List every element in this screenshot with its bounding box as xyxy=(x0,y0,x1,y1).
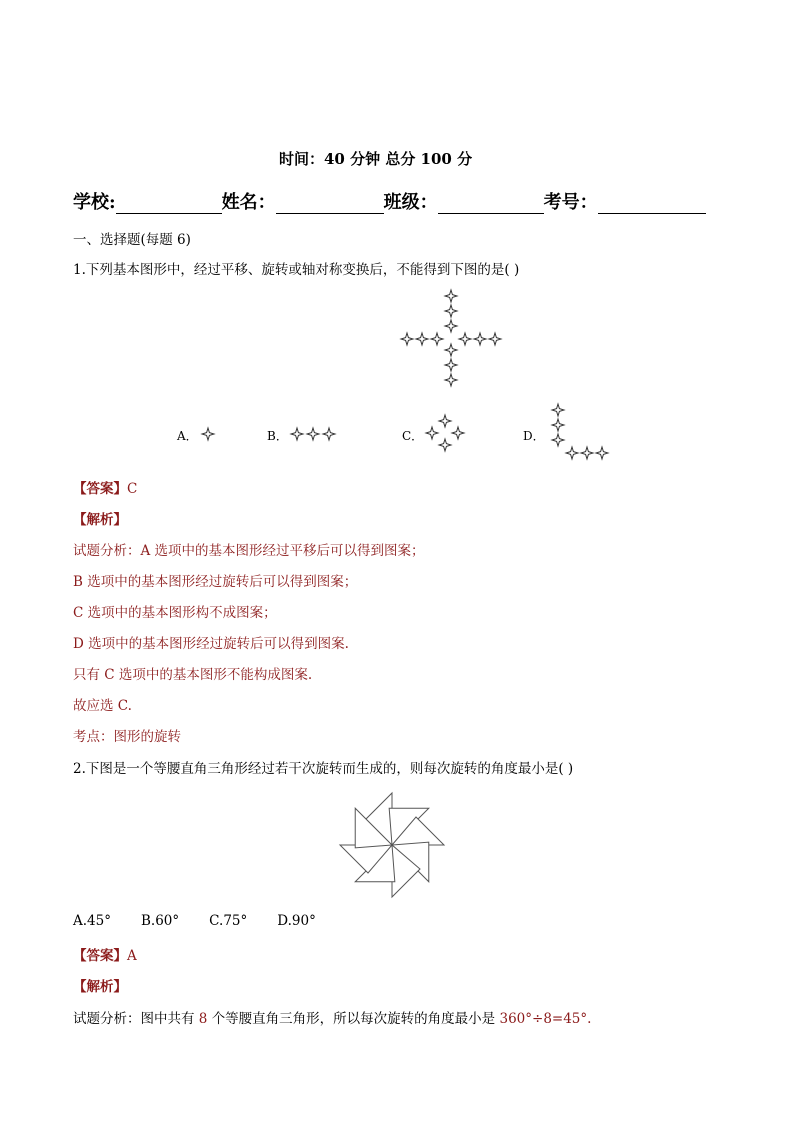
q1-option-a-figure xyxy=(199,425,217,443)
q2-answer-value: A xyxy=(127,948,137,964)
star-icon xyxy=(489,333,501,345)
star-icon xyxy=(291,428,303,440)
q2-analysis-tag: 【解析】 xyxy=(73,979,127,995)
star-icon xyxy=(552,419,564,431)
q2-analysis-prefix: 试题分析：图中共有 xyxy=(73,1011,195,1027)
name-blank[interactable] xyxy=(276,195,384,214)
q1-cross-figure xyxy=(398,286,504,390)
q1-text: 1.下列基本图形中，经过平移、旋转或轴对称变换后，不能得到下图的是( ) xyxy=(73,262,520,278)
star-icon xyxy=(445,320,457,332)
school-blank[interactable] xyxy=(116,195,222,214)
q2-text: 2.下图是一个等腰直角三角形经过若干次旋转而生成的，则每次旋转的角度最小是( ) xyxy=(73,761,574,777)
star-icon xyxy=(426,427,438,439)
class-blank[interactable] xyxy=(438,195,544,214)
exam-header-title: 时间：40 分钟 总分 100 分 xyxy=(279,150,473,168)
star-icon xyxy=(416,333,428,345)
q1-option-c-figure xyxy=(423,412,467,454)
q2-answer-line xyxy=(73,944,137,964)
star-icon xyxy=(202,428,214,440)
q1-analysis-line: 故应选 C. xyxy=(73,698,132,714)
q1-option-b-label: B． xyxy=(267,429,288,443)
star-icon xyxy=(445,290,457,302)
q2-analysis-count: 8 xyxy=(198,1011,208,1027)
q1-option-d-label: D． xyxy=(523,429,545,443)
star-icon xyxy=(439,415,451,427)
q1-analysis-line: C 选项中的基本图形构不成图案； xyxy=(73,605,277,621)
q1-answer-line xyxy=(73,477,137,497)
exam-number-label: 考号： xyxy=(543,192,598,213)
star-icon xyxy=(452,427,464,439)
q1-option-c-label: C． xyxy=(402,429,424,443)
star-icon xyxy=(445,305,457,317)
q1-option-a-label: A． xyxy=(177,429,198,443)
q1-kaodian: 考点：图形的旋转 xyxy=(73,729,181,745)
star-icon xyxy=(445,359,457,371)
q2-analysis-line xyxy=(73,1007,591,1027)
q1-answer-value: C xyxy=(127,481,138,497)
q1-analysis-tag: 【解析】 xyxy=(73,512,127,528)
q2-analysis-calc: 360°÷8=45°. xyxy=(499,1011,592,1027)
q1-option-b-figure xyxy=(288,425,340,443)
q1-analysis-line: 只有 C 选项中的基本图形不能构成图案. xyxy=(73,667,313,683)
star-icon xyxy=(581,447,593,459)
info-fields-row xyxy=(73,188,706,214)
star-icon xyxy=(566,447,578,459)
star-icon xyxy=(307,428,319,440)
q2-options: A.45° B.60° C.75° D.90° xyxy=(73,913,316,929)
star-icon xyxy=(439,439,451,451)
star-icon xyxy=(596,447,608,459)
class-label: 班级： xyxy=(383,192,438,213)
q2-pinwheel-figure xyxy=(337,790,447,900)
q1-analysis-line: B 选项中的基本图形经过旋转后可以得到图案； xyxy=(73,574,358,590)
q1-analysis-line: D 选项中的基本图形经过旋转后可以得到图案. xyxy=(73,636,349,652)
q1-analysis-line: 试题分析：A 选项中的基本图形经过平移后可以得到图案； xyxy=(73,543,425,559)
star-icon xyxy=(552,434,564,446)
star-icon xyxy=(323,428,335,440)
section-heading: 一、选择题(每题 6) xyxy=(73,232,191,248)
answer-tag: 【答案】 xyxy=(73,481,127,497)
answer-tag: 【答案】 xyxy=(73,948,127,964)
star-icon xyxy=(431,333,443,345)
name-label: 姓名： xyxy=(221,192,276,213)
star-icon xyxy=(445,374,457,386)
star-icon xyxy=(474,333,486,345)
star-icon xyxy=(401,333,413,345)
q1-option-d-figure xyxy=(548,401,612,463)
school-label: 学校: xyxy=(73,192,116,213)
exam-number-blank[interactable] xyxy=(598,195,706,214)
star-icon xyxy=(552,404,564,416)
star-icon xyxy=(459,333,471,345)
star-icon xyxy=(445,344,457,356)
q2-analysis-mid: 个等腰直角三角形，所以每次旋转的角度最小是 xyxy=(211,1011,496,1027)
